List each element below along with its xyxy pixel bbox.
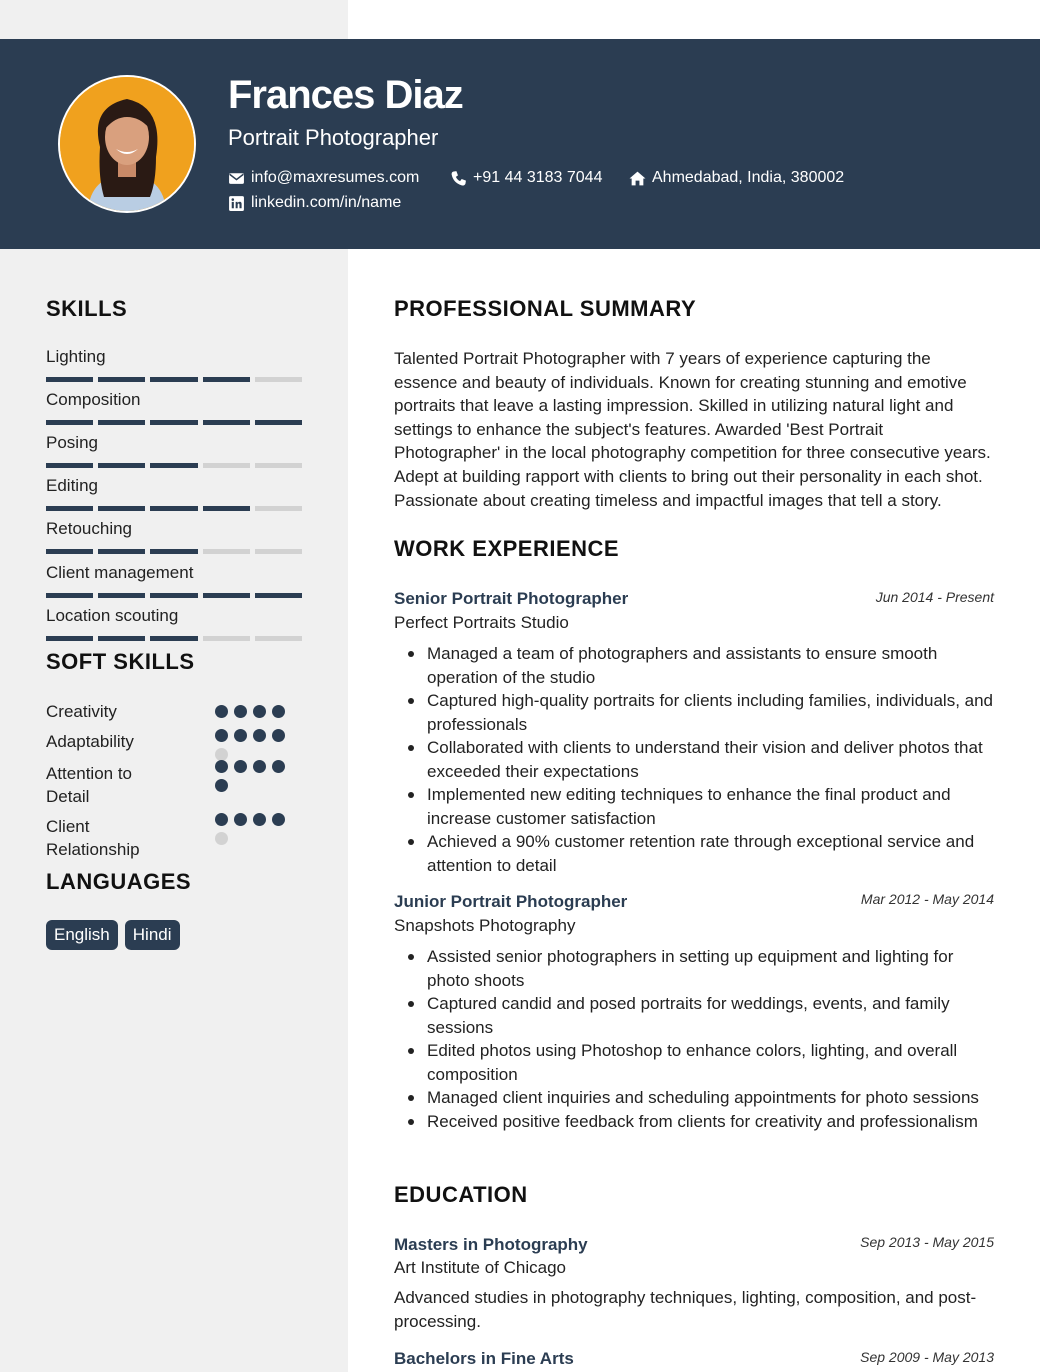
skill-level-bar [46, 636, 302, 641]
skill-level-segment [150, 463, 197, 468]
soft-skill-label: Adaptability [46, 732, 134, 751]
email-text: info@maxresumes.com [251, 169, 420, 186]
candidate-name: Frances Diaz [228, 73, 463, 117]
rating-dot [272, 705, 285, 718]
skill-level-segment [46, 549, 93, 554]
skill-level-bar [46, 593, 302, 598]
skill-level-segment [46, 506, 93, 511]
contact-address [629, 169, 844, 187]
skill-level-segment [255, 463, 302, 468]
rating-dot [215, 813, 228, 826]
skill-level-segment [46, 377, 93, 382]
language-pill: English [46, 920, 118, 950]
rating-dot [215, 832, 228, 845]
soft-skill-rating [215, 813, 287, 845]
resume-header [0, 39, 1040, 249]
skill-level-segment [98, 463, 145, 468]
rating-dot [272, 760, 285, 773]
education-heading: EDUCATION [394, 1182, 528, 1207]
skill-level-segment [255, 593, 302, 598]
list-item: Received positive feedback from clients for creativity and professionalism [394, 1110, 994, 1134]
soft-skill-label: Client Relationship [46, 817, 140, 859]
contact-phone[interactable] [450, 169, 602, 187]
job-role: Junior Portrait Photographer [394, 892, 628, 911]
list-item: Managed a team of photographers and assistants to ensure smooth operation of the studio [394, 642, 994, 689]
skill-level-segment [203, 377, 250, 382]
experience-heading: WORK EXPERIENCE [394, 536, 620, 561]
skill-label: Posing [46, 433, 98, 452]
rating-dot [272, 729, 285, 742]
job-company: Snapshots Photography [394, 916, 576, 935]
job-company: Perfect Portraits Studio [394, 613, 569, 632]
languages-heading: LANGUAGES [46, 869, 192, 894]
soft-skill-rating [215, 760, 287, 792]
candidate-title: Portrait Photographer [228, 125, 439, 150]
skill-level-segment [255, 549, 302, 554]
skill-level-segment [150, 377, 197, 382]
rating-dot [253, 729, 266, 742]
avatar [58, 75, 196, 213]
skill-level-segment [98, 593, 145, 598]
languages-list [46, 920, 180, 950]
skill-level-bar [46, 549, 302, 554]
summary-heading: PROFESSIONAL SUMMARY [394, 296, 697, 321]
rating-dot [272, 813, 285, 826]
skill-label: Retouching [46, 519, 133, 538]
rating-dot [253, 705, 266, 718]
rating-dot [234, 813, 247, 826]
soft-skill-rating [215, 705, 287, 718]
language-pill: Hindi [125, 920, 180, 950]
skill-level-segment [203, 549, 250, 554]
skill-level-segment [98, 377, 145, 382]
rating-dot [215, 705, 228, 718]
skill-level-segment [46, 420, 93, 425]
home-icon [629, 170, 646, 187]
skill-level-bar [46, 420, 302, 425]
soft-skill-label: Creativity [46, 702, 117, 721]
skill-level-bar [46, 463, 302, 468]
skill-label: Composition [46, 390, 141, 409]
rating-dot [215, 779, 228, 792]
skill-level-segment [255, 377, 302, 382]
list-item: Assisted senior photographers in setting up equipment and lighting for photo shoots [394, 945, 994, 992]
job-dates: Jun 2014 - Present [875, 589, 994, 605]
rating-dot [253, 760, 266, 773]
skill-level-bar [46, 506, 302, 511]
list-item: Managed client inquiries and scheduling appointments for photo sessions [394, 1086, 994, 1110]
soft-skill-label: Attention to Detail [46, 764, 133, 806]
skill-level-segment [46, 463, 93, 468]
rating-dot [215, 760, 228, 773]
edu-description: Advanced studies in photography techniques, lighting, composition, and post-processing. [394, 1288, 977, 1331]
skills-heading: SKILLS [46, 296, 128, 321]
skill-level-bar [46, 377, 302, 382]
edu-degree: Masters in Photography [394, 1235, 588, 1254]
rating-dot [215, 729, 228, 742]
job-bullets [394, 642, 994, 877]
list-item: Captured candid and posed portraits for weddings, events, and family sessions [394, 992, 994, 1039]
edu-dates: Sep 2013 - May 2015 [860, 1234, 994, 1250]
skill-level-segment [150, 636, 197, 641]
skill-level-segment [98, 420, 145, 425]
rating-dot [253, 813, 266, 826]
skill-level-segment [203, 593, 250, 598]
rating-dot [234, 705, 247, 718]
edu-dates: Sep 2009 - May 2013 [860, 1349, 994, 1365]
skill-level-segment [150, 506, 197, 511]
skill-level-segment [203, 636, 250, 641]
soft-skills-heading: SOFT SKILLS [46, 649, 195, 674]
skill-label: Lighting [46, 347, 106, 366]
list-item: Edited photos using Photoshop to enhance colors, lighting, and overall composition [394, 1039, 994, 1086]
skill-level-segment [150, 549, 197, 554]
skill-level-segment [203, 420, 250, 425]
skill-label: Location scouting [46, 606, 179, 625]
skill-level-segment [255, 636, 302, 641]
list-item: Captured high-quality portraits for clients including families, individuals, and professionals [394, 689, 994, 736]
contact-email[interactable] [228, 169, 419, 187]
skill-level-segment [203, 506, 250, 511]
skill-label: Editing [46, 476, 98, 495]
phone-icon [450, 170, 467, 187]
soft-skill-rating [215, 729, 287, 761]
edu-degree: Bachelors in Fine Arts [394, 1349, 574, 1368]
skill-level-segment [255, 420, 302, 425]
linkedin-text: linkedin.com/in/name [251, 194, 402, 211]
rating-dot [234, 760, 247, 773]
skill-level-segment [98, 549, 145, 554]
skill-level-segment [150, 593, 197, 598]
job-dates: Mar 2012 - May 2014 [860, 891, 994, 907]
skill-label: Client management [46, 563, 194, 582]
skill-level-segment [46, 636, 93, 641]
list-item: Collaborated with clients to understand their vision and deliver photos that exceeded their expectations [394, 736, 994, 783]
skill-level-segment [203, 463, 250, 468]
linkedin-icon [228, 195, 245, 212]
skill-level-segment [150, 420, 197, 425]
address-text: Ahmedabad, India, 380002 [652, 169, 845, 186]
skill-level-segment [46, 593, 93, 598]
rating-dot [234, 729, 247, 742]
list-item: Achieved a 90% customer retention rate through exceptional service and attention to detail [394, 830, 994, 877]
envelope-icon [228, 170, 245, 187]
profile-photo [60, 77, 194, 211]
summary-text: Talented Portrait Photographer with 7 years of experience capturing the essence and beauty of individuals. Known for creating stunning and emotive portraits that leave a lasting impression. Skilled in utilizing natural light and settings to enhance the subject's features. Awarded 'Best Portrait Photographer' in the local photography competition for three consecutive years. Adept at building rapport with clients to bring out their personality in each shot. Passionate about creating timeless and impactful images that tell a story. [394, 349, 991, 510]
skill-level-segment [255, 506, 302, 511]
phone-text: +91 44 3183 7044 [473, 169, 603, 186]
list-item: Implemented new editing techniques to enhance the final product and increase customer satisfaction [394, 783, 994, 830]
job-bullets [394, 945, 994, 1133]
skill-level-segment [98, 636, 145, 641]
skill-level-segment [98, 506, 145, 511]
edu-school: Art Institute of Chicago [394, 1258, 566, 1277]
job-role: Senior Portrait Photographer [394, 589, 629, 608]
contact-linkedin[interactable] [228, 194, 401, 212]
